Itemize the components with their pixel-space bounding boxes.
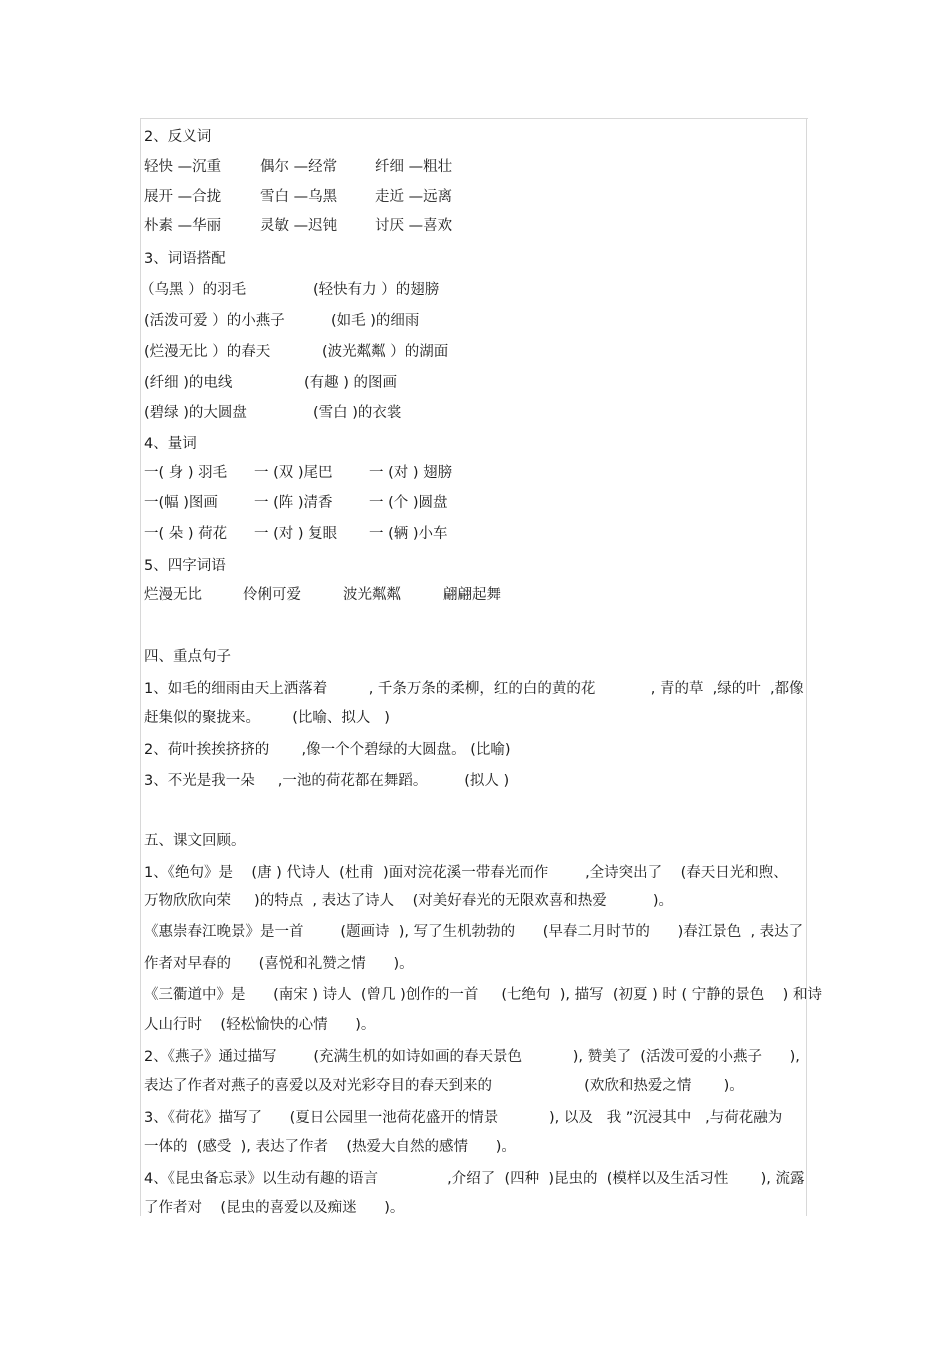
review-line: 表达了作者对燕子的喜爱以及对光彩夺目的春天到来的 (欢欣和热爱之情 )。	[144, 1078, 744, 1094]
collocation-item: (有趣 ) 的图画	[304, 375, 398, 391]
review-heading: 五、课文回顾。	[144, 833, 246, 849]
review-line: 人山行时 (轻松愉快的心情 )。	[144, 1017, 376, 1033]
review-line: 了作者对 (昆虫的喜爱以及痴迷 )。	[144, 1200, 405, 1216]
frame-top-border	[140, 118, 808, 119]
review-line: 《惠崇春江晚景》是一首 (题画诗 ), 写了生机勃勃的 (早春二月时节的 )春江景色 , 表达了	[144, 924, 804, 940]
review-line: 4、《昆虫备忘录》以生动有趣的语言 ,介绍了 (四种 )昆虫的 (模样以及生活习性 ), 流露	[144, 1171, 805, 1187]
idiom-item: 伶俐可爱	[243, 587, 301, 603]
collocation-item: (烂漫无比 ）的春天	[144, 344, 271, 360]
key-sentence-line: 2、荷叶挨挨挤挤的 ,像一个个碧绿的大圆盘。 (比喻)	[144, 742, 511, 758]
collocation-item: (轻快有力 ）的翅膀	[313, 282, 440, 298]
review-line: 3、《荷花》描写了 (夏日公园里一池荷花盛开的情景 ), 以及 我 ”沉浸其中 ,与荷花融为	[144, 1110, 783, 1126]
measure-words-heading: 4、量词	[144, 436, 197, 452]
measure-word-item: 一 (阵 )清香	[254, 495, 333, 511]
measure-word-item: 一 (对 ) 翅膀	[369, 465, 453, 481]
antonym-pair: 走近 —远离	[375, 189, 453, 205]
measure-word-item: 一( 身 ) 羽毛	[144, 465, 228, 481]
review-line: 1、《绝句》是 (唐 ) 代诗人 (杜甫 )面对浣花溪一带春光而作 ,全诗突出了 (春天日光和煦、	[144, 865, 788, 881]
collocation-item: (波光粼粼 ）的湖面	[322, 344, 449, 360]
antonym-pair: 雪白 —乌黑	[260, 189, 338, 205]
collocation-item: (活泼可爱 ）的小燕子	[144, 313, 285, 329]
review-line: 《三衢道中》是 (南宋 ) 诗人 (曾几 )创作的一首 (七绝句 ), 描写 (初夏 ) 时 ( 宁静的景色 ) 和诗	[144, 987, 822, 1003]
key-sentence-line: 3、不光是我一朵 ,一池的荷花都在舞蹈。 (拟人 )	[144, 773, 510, 789]
idioms-heading: 5、四字词语	[144, 558, 226, 574]
measure-word-item: 一 (个 )圆盘	[369, 495, 448, 511]
idiom-item: 翩翩起舞	[443, 587, 501, 603]
key-sentence-line: 赶集似的聚拢来。 (比喻、拟人 )	[144, 710, 390, 726]
review-line: 万物欣欣向荣 )的特点 , 表达了诗人 (对美好春光的无限欢喜和热爱 )。	[144, 893, 673, 909]
measure-word-item: 一(幅 )图画	[144, 495, 218, 511]
antonym-pair: 朴素 —华丽	[144, 218, 222, 234]
antonym-pair: 轻快 —沉重	[144, 159, 222, 175]
collocation-item: (碧绿 )的大圆盘	[144, 405, 247, 421]
review-line: 2、《燕子》通过描写 (充满生机的如诗如画的春天景色 ), 赞美了 (活泼可爱的小燕子 ),	[144, 1049, 800, 1065]
measure-word-item: 一 (辆 )小车	[369, 526, 448, 542]
antonyms-heading: 2、反义词	[144, 129, 212, 145]
antonym-pair: 纤细 —粗壮	[375, 159, 453, 175]
collocation-item: (纤细 )的电线	[144, 375, 233, 391]
frame-right-border	[806, 118, 807, 1216]
idiom-item: 波光粼粼	[343, 587, 401, 603]
review-line: 作者对早春的 (喜悦和礼赞之情 )。	[144, 956, 414, 972]
collocation-item: （乌黑 ）的羽毛	[140, 282, 247, 298]
collocation-item: (雪白 )的衣裳	[313, 405, 402, 421]
measure-word-item: 一 (对 ) 复眼	[254, 526, 338, 542]
measure-word-item: 一 (双 )尾巴	[254, 465, 333, 481]
antonym-pair: 展开 —合拢	[144, 189, 222, 205]
review-line: 一体的 (感受 ), 表达了作者 (热爱大自然的感情 )。	[144, 1139, 516, 1155]
measure-word-item: 一( 朵 ) 荷花	[144, 526, 228, 542]
key-sentence-line: 1、如毛的细雨由天上洒落着 , 千条万条的柔柳，红的白的黄的花 , 青的草 ,绿的叶 ,都像	[144, 681, 804, 697]
collocation-heading: 3、词语搭配	[144, 251, 226, 267]
key-sentences-heading: 四、重点句子	[144, 649, 231, 665]
antonym-pair: 偶尔 —经常	[260, 159, 338, 175]
antonym-pair: 灵敏 —迟钝	[260, 218, 338, 234]
idiom-item: 烂漫无比	[144, 587, 202, 603]
antonym-pair: 讨厌 —喜欢	[375, 218, 453, 234]
collocation-item: (如毛 )的细雨	[331, 313, 420, 329]
